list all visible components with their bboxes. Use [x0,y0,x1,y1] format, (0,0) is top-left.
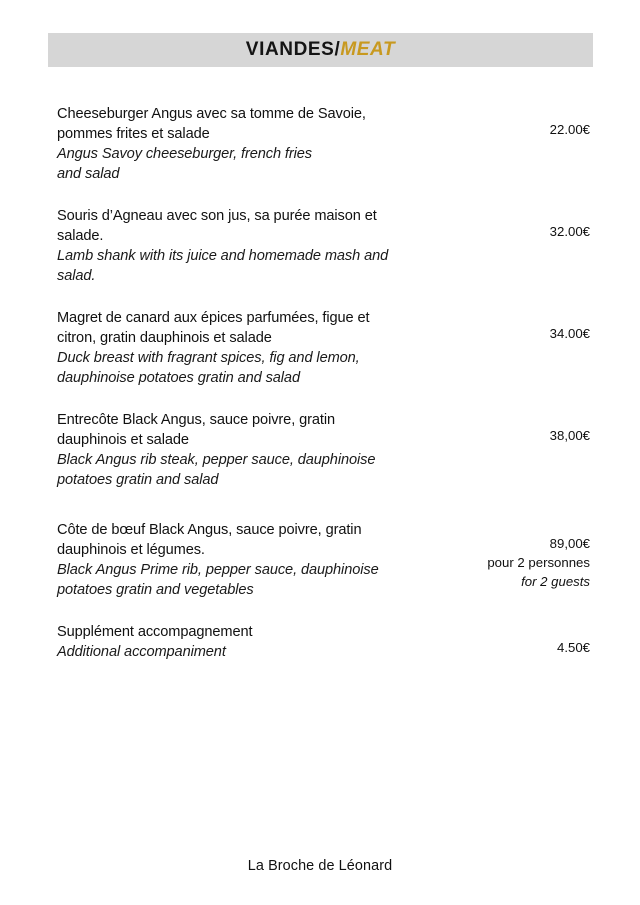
section-title-french: VIANDES [245,39,335,60]
menu-item-name-fr-line1: Magret de canard aux épices parfumées, figue et [57,310,370,326]
menu-item-name-fr-line2: salade. [57,228,104,244]
menu-item-description [57,104,465,184]
menu-item-name-en-line2: and salad [57,166,120,182]
menu-item-price-block [465,410,591,445]
menu-item-name-en-line1: Black Angus Prime rib, pepper sauce, dauphinoise [57,562,379,578]
menu-item-price: 34.00€ [549,326,590,341]
menu-item-price-block [465,104,591,139]
menu-item [57,206,591,286]
menu-item-name-fr-line2: pommes frites et salade [57,126,210,142]
menu-item-price-note-fr: pour 2 personnes [487,555,590,570]
menu-item-name-en-line2: salad. [57,268,96,284]
menu-item-price: 22.00€ [549,122,590,137]
menu-item-description [57,410,465,490]
menu-item-price: 4.50€ [556,640,590,655]
menu-item-name-en-line1: Angus Savoy cheeseburger, french fries [57,146,312,162]
menu-item-price-block [465,308,591,343]
section-title-separator: / [334,39,341,60]
menu-item [57,410,591,490]
menu-item [57,308,591,388]
menu-item-description [57,206,465,286]
menu-item-description [57,520,465,600]
menu-item [57,104,591,184]
menu-item-price-block [465,622,591,657]
section-title-english: MEAT [340,39,396,60]
menu-item-name-fr-line2: citron, gratin dauphinois et salade [57,330,272,346]
menu-item-price-block [465,206,591,241]
page-footer [0,857,640,875]
menu-item-price-block [465,520,591,591]
menu-item-price: 32.00€ [549,224,590,239]
menu-item-name-fr-line2: dauphinois et salade [57,432,189,448]
menu-item-name-en-line2: dauphinoise potatoes gratin and salad [57,370,300,386]
menu-item-name-en-line1: Lamb shank with its juice and homemade mash and [57,248,389,264]
menu-item [57,622,591,662]
menu-item-name-fr-line1: Souris d’Agneau avec son jus, sa purée maison et [57,208,377,224]
menu-item [57,520,591,600]
menu-item-name-en-line1: Duck breast with fragrant spices, fig and lemon, [57,350,360,366]
menu-item-name-fr-line2: dauphinois et légumes. [57,542,205,558]
menu-item-price: 38,00€ [549,428,590,443]
menu-item-price: 89,00€ [549,536,590,551]
menu-item-price-note-en: for 2 guests [521,574,590,589]
menu-item-name-fr-line1: Supplément accompagnement [57,624,253,640]
menu-item-name-en-line1: Black Angus rib steak, pepper sauce, dauphinoise [57,452,376,468]
menu-item-description [57,308,465,388]
section-title [246,39,395,61]
menu-item-name-fr-line1: Cheeseburger Angus avec sa tomme de Savoie, [57,106,366,122]
section-header-bar [48,33,593,67]
menu-item-name-en-line2: potatoes gratin and vegetables [57,582,254,598]
menu-item-name-en-line2: potatoes gratin and salad [57,472,219,488]
menu-item-name-fr-line1: Entrecôte Black Angus, sauce poivre, gratin [57,412,336,428]
menu-item-name-en-line1: Additional accompaniment [57,644,226,660]
menu-item-description [57,622,465,662]
restaurant-name: La Broche de Léonard [247,858,393,874]
menu-item-name-fr-line1: Côte de bœuf Black Angus, sauce poivre, gratin [57,522,362,538]
menu-item-list [57,104,591,684]
